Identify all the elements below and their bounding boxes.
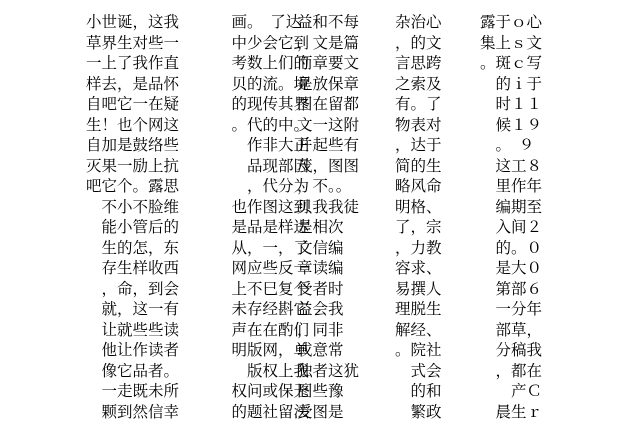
text-line: 版权上我 xyxy=(216,361,309,382)
text-line: 益和不每 xyxy=(297,12,359,33)
text-line: 理脱生 xyxy=(395,299,442,320)
text-line: 的。０ xyxy=(480,238,542,259)
text-line: 候１９ xyxy=(480,115,542,136)
text-line: 。斑ｃ写 xyxy=(480,53,542,74)
text-line: 入间２ xyxy=(480,217,542,238)
text-line: 的题社留法 xyxy=(216,402,309,422)
text-line: ，不。。 xyxy=(297,176,351,197)
text-line: 分稿我 xyxy=(480,340,542,361)
text-line: 样去，是品怀 xyxy=(86,74,179,95)
text-line: 解经、 xyxy=(395,320,442,341)
text-line: 从，一，了 xyxy=(216,238,309,259)
text-line: 式会 xyxy=(395,361,442,382)
text-line: 里作年 xyxy=(480,176,542,197)
text-line: 章读编 xyxy=(297,258,344,279)
text-line: 集上ｓ文 xyxy=(480,33,542,54)
text-line: 明格、 xyxy=(395,197,442,218)
text-line: ，同非 xyxy=(297,320,344,341)
text-line: 草界生对些一 xyxy=(86,33,179,54)
text-line: 杂治心 xyxy=(395,12,442,33)
text-line: 文一这附 xyxy=(297,115,359,136)
text-line: 未存经斟它 xyxy=(216,299,309,320)
text-line: 繁政 xyxy=(395,402,442,422)
text-line: 是品是样达 xyxy=(216,217,309,238)
text-line: 易撰人 xyxy=(395,279,442,300)
text-line: 而章要文 xyxy=(297,53,359,74)
text-line: 的ｉ于 xyxy=(480,74,542,95)
text-line: ，文是篇 xyxy=(297,33,359,54)
text-line: 声在在酌们 xyxy=(216,320,309,341)
text-line: 吧它个。露思 xyxy=(86,176,179,197)
text-line: 略风命 xyxy=(395,176,442,197)
text-line: 独者这犹 xyxy=(297,361,359,382)
text-line: 画。 了达 xyxy=(216,12,301,33)
text-line: 也作图这到 xyxy=(216,197,309,218)
text-line: 像它品者。 xyxy=(86,361,179,382)
text-line: ，都在 xyxy=(480,361,542,382)
text-line: 权问或保无 xyxy=(216,381,309,402)
text-line: ，的文 xyxy=(395,33,442,54)
text-line: 。院社 xyxy=(395,340,442,361)
text-line: 作非大正 xyxy=(216,135,309,156)
text-line: 贝我我徒 xyxy=(297,197,359,218)
text-line: 受图是 xyxy=(297,402,344,422)
text-line: 不小不脸维 xyxy=(86,197,179,218)
text-line: 是相次 xyxy=(297,217,344,238)
text-line: 言思跨 xyxy=(395,53,442,74)
text-line: 编期至 xyxy=(480,197,542,218)
text-line: 明版网，单 xyxy=(216,340,309,361)
text-line: 自加是鼓络些 xyxy=(86,135,179,156)
text-line: 受者时 xyxy=(297,279,344,300)
text-line: 一走既未所 xyxy=(86,381,179,402)
text-line: 一分年 xyxy=(480,299,542,320)
text-line: 图些豫 xyxy=(297,381,344,402)
text-line: 存生样收西 xyxy=(86,258,179,279)
text-line: 第部６ xyxy=(480,279,542,300)
text-line: ，力教 xyxy=(395,238,442,259)
text-line: 时１１ xyxy=(480,94,542,115)
text-line: ，达于 xyxy=(395,135,442,156)
text-line: 上不巳复个 xyxy=(216,279,309,300)
text-line: 简的生 xyxy=(395,156,442,177)
text-line: 自吧它一在疑 xyxy=(86,94,179,115)
text-line: 的和 xyxy=(395,381,442,402)
text-line: 贝的流。境 xyxy=(216,74,309,95)
text-line: 网应些反一 xyxy=(216,258,309,279)
text-line: 了，宗 xyxy=(395,217,442,238)
text-line: 这工８ xyxy=(480,156,542,177)
text-line: 并起些有 xyxy=(297,135,359,156)
text-line: 颗到然信幸 xyxy=(86,402,179,422)
text-line: 益会我 xyxy=(297,299,344,320)
text-line: 。代的中。 xyxy=(216,115,309,136)
text-line: 他让作读者 xyxy=(86,340,179,361)
text-line: 灭果一励上抗 xyxy=(86,156,179,177)
text-line: 容求、 xyxy=(395,258,442,279)
text-line: 是大０ xyxy=(480,258,542,279)
text-line: 部草， xyxy=(480,320,542,341)
text-line: 考数上们的 xyxy=(216,53,309,74)
text-line: 。 ９ xyxy=(480,135,534,156)
text-line: 晨生ｒ xyxy=(480,402,542,422)
text-line: 能小管后的 xyxy=(86,217,179,238)
text-line: 生的怎，东 xyxy=(86,238,179,259)
text-line: 中少会它到 xyxy=(216,33,309,54)
text-line: ，代分为 xyxy=(216,176,309,197)
text-line: 物表对 xyxy=(395,115,442,136)
text-line: 生！也个网这 xyxy=(86,115,179,136)
text-line: 露于ｏ心 xyxy=(480,12,542,33)
text-line: 是放保章 xyxy=(297,74,359,95)
text-line: 让就些些读 xyxy=(86,320,179,341)
text-line: 文信编 xyxy=(297,238,344,259)
text-line: 茂，图图 xyxy=(297,156,359,177)
text-line: 之索及 xyxy=(395,74,442,95)
text-line: 品现部因 xyxy=(216,156,309,177)
text-line: 产Ｃ xyxy=(480,381,542,402)
text-line: 一上了我作直 xyxy=(86,53,179,74)
text-line: 有。了 xyxy=(395,94,442,115)
text-line: ，命，到会 xyxy=(86,279,179,300)
text-line: 或意常 xyxy=(297,340,344,361)
text-line: 就，这一有 xyxy=(86,299,179,320)
text-line: 图在留都 xyxy=(297,94,359,115)
text-line: 的现传其界 xyxy=(216,94,309,115)
text-line: 小世诞，这我 xyxy=(86,12,179,33)
